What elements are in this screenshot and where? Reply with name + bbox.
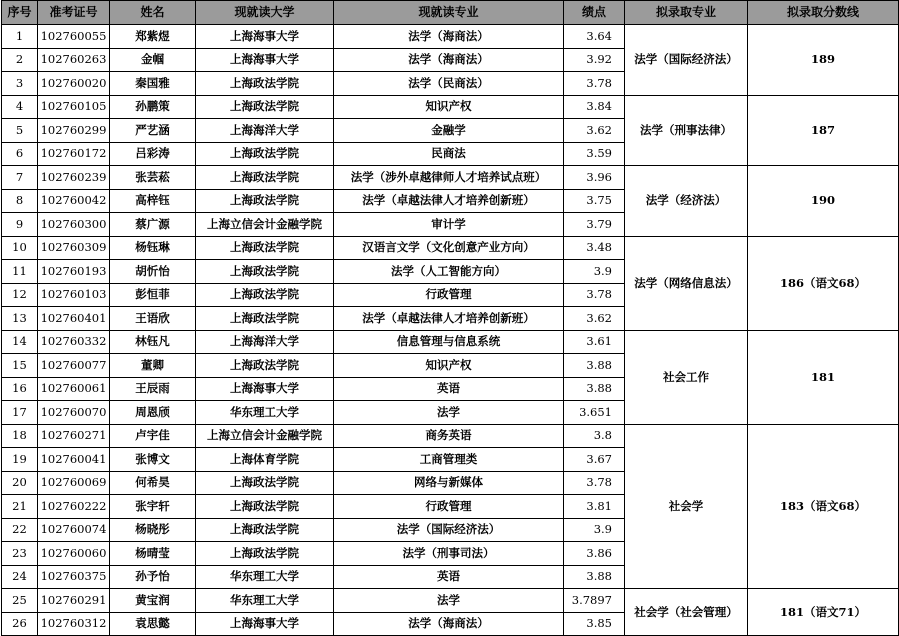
- exam-number-cell: 102760172: [38, 142, 110, 166]
- table-row: [2, 236, 899, 260]
- university-cell: 上海立信会计金融学院: [196, 424, 334, 448]
- seq-cell: 4: [2, 95, 38, 119]
- gpa-cell: 3.85: [564, 612, 625, 636]
- gpa-cell: 3.84: [564, 95, 625, 119]
- university-cell: 上海海事大学: [196, 48, 334, 72]
- major-cell: 知识产权: [334, 354, 564, 378]
- seq-cell: 12: [2, 283, 38, 307]
- exam-number-cell: 102760300: [38, 213, 110, 237]
- gpa-cell: 3.48: [564, 236, 625, 260]
- name-cell: 张芸菘: [110, 166, 196, 190]
- university-cell: 上海政法学院: [196, 354, 334, 378]
- major-cell: 英语: [334, 565, 564, 589]
- seq-cell: 26: [2, 612, 38, 636]
- score-line-cell: 189: [748, 25, 899, 96]
- university-cell: 上海政法学院: [196, 307, 334, 331]
- gpa-cell: 3.78: [564, 72, 625, 96]
- name-cell: 孙鹏策: [110, 95, 196, 119]
- exam-number-cell: 102760291: [38, 589, 110, 613]
- seq-cell: 14: [2, 330, 38, 354]
- exam-number-cell: 102760105: [38, 95, 110, 119]
- exam-number-cell: 102760020: [38, 72, 110, 96]
- university-cell: 上海立信会计金融学院: [196, 213, 334, 237]
- header-current-university: 现就读大学: [196, 1, 334, 25]
- header-name: 姓名: [110, 1, 196, 25]
- gpa-cell: 3.64: [564, 25, 625, 49]
- seq-cell: 3: [2, 72, 38, 96]
- name-cell: 彭恒菲: [110, 283, 196, 307]
- gpa-cell: 3.62: [564, 119, 625, 143]
- major-cell: 法学（民商法）: [334, 72, 564, 96]
- gpa-cell: 3.8: [564, 424, 625, 448]
- gpa-cell: 3.88: [564, 377, 625, 401]
- university-cell: 上海政法学院: [196, 166, 334, 190]
- name-cell: 张宇轩: [110, 495, 196, 519]
- name-cell: 董卿: [110, 354, 196, 378]
- name-cell: 秦国雅: [110, 72, 196, 96]
- header-gpa: 绩点: [564, 1, 625, 25]
- exam-number-cell: 102760193: [38, 260, 110, 284]
- exam-number-cell: 102760041: [38, 448, 110, 472]
- major-cell: 法学（国际经济法）: [334, 518, 564, 542]
- target-major-cell: 法学（国际经济法）: [625, 25, 748, 96]
- gpa-cell: 3.59: [564, 142, 625, 166]
- score-line-cell: 186（语文68）: [748, 236, 899, 330]
- gpa-cell: 3.7897: [564, 589, 625, 613]
- university-cell: 上海政法学院: [196, 518, 334, 542]
- name-cell: 林钰凡: [110, 330, 196, 354]
- major-cell: 法学（海商法）: [334, 48, 564, 72]
- university-cell: 上海政法学院: [196, 495, 334, 519]
- score-line-cell: 187: [748, 95, 899, 166]
- seq-cell: 13: [2, 307, 38, 331]
- table-row: [2, 424, 899, 448]
- exam-number-cell: 102760055: [38, 25, 110, 49]
- target-major-cell: 社会学: [625, 424, 748, 589]
- gpa-cell: 3.75: [564, 189, 625, 213]
- major-cell: 汉语言文学（文化创意产业方向）: [334, 236, 564, 260]
- seq-cell: 10: [2, 236, 38, 260]
- table-header: [2, 1, 899, 25]
- name-cell: 孙予怡: [110, 565, 196, 589]
- gpa-cell: 3.651: [564, 401, 625, 425]
- major-cell: 商务英语: [334, 424, 564, 448]
- seq-cell: 23: [2, 542, 38, 566]
- target-major-cell: 法学（网络信息法）: [625, 236, 748, 330]
- seq-cell: 21: [2, 495, 38, 519]
- seq-cell: 11: [2, 260, 38, 284]
- university-cell: 上海政法学院: [196, 471, 334, 495]
- exam-number-cell: 102760070: [38, 401, 110, 425]
- gpa-cell: 3.88: [564, 565, 625, 589]
- name-cell: 周恩颀: [110, 401, 196, 425]
- gpa-cell: 3.9: [564, 260, 625, 284]
- major-cell: 民商法: [334, 142, 564, 166]
- exam-number-cell: 102760239: [38, 166, 110, 190]
- header-current-major: 现就读专业: [334, 1, 564, 25]
- university-cell: 上海政法学院: [196, 189, 334, 213]
- major-cell: 法学: [334, 401, 564, 425]
- seq-cell: 20: [2, 471, 38, 495]
- seq-cell: 8: [2, 189, 38, 213]
- major-cell: 行政管理: [334, 283, 564, 307]
- name-cell: 黄宝润: [110, 589, 196, 613]
- university-cell: 上海体育学院: [196, 448, 334, 472]
- exam-number-cell: 102760060: [38, 542, 110, 566]
- gpa-cell: 3.96: [564, 166, 625, 190]
- seq-cell: 6: [2, 142, 38, 166]
- university-cell: 上海海事大学: [196, 377, 334, 401]
- header-target-major: 拟录取专业: [625, 1, 748, 25]
- major-cell: 审计学: [334, 213, 564, 237]
- table-row: [2, 330, 899, 354]
- exam-number-cell: 102760309: [38, 236, 110, 260]
- university-cell: 华东理工大学: [196, 565, 334, 589]
- university-cell: 上海政法学院: [196, 283, 334, 307]
- university-cell: 上海海洋大学: [196, 119, 334, 143]
- name-cell: 金帼: [110, 48, 196, 72]
- admission-table: [1, 0, 899, 636]
- seq-cell: 2: [2, 48, 38, 72]
- university-cell: 上海政法学院: [196, 236, 334, 260]
- university-cell: 上海海事大学: [196, 25, 334, 49]
- name-cell: 袁思懿: [110, 612, 196, 636]
- score-line-cell: 181（语文71）: [748, 589, 899, 636]
- exam-number-cell: 102760061: [38, 377, 110, 401]
- major-cell: 知识产权: [334, 95, 564, 119]
- university-cell: 上海政法学院: [196, 72, 334, 96]
- gpa-cell: 3.92: [564, 48, 625, 72]
- name-cell: 杨钰琳: [110, 236, 196, 260]
- header-row: [2, 1, 899, 25]
- name-cell: 高梓钰: [110, 189, 196, 213]
- name-cell: 王辰雨: [110, 377, 196, 401]
- major-cell: 法学（卓越法律人才培养创新班）: [334, 189, 564, 213]
- target-major-cell: 法学（刑事法律）: [625, 95, 748, 166]
- major-cell: 工商管理类: [334, 448, 564, 472]
- exam-number-cell: 102760332: [38, 330, 110, 354]
- major-cell: 法学（刑事司法）: [334, 542, 564, 566]
- name-cell: 张博文: [110, 448, 196, 472]
- name-cell: 蔡广源: [110, 213, 196, 237]
- gpa-cell: 3.79: [564, 213, 625, 237]
- seq-cell: 18: [2, 424, 38, 448]
- major-cell: 法学（人工智能方向）: [334, 260, 564, 284]
- university-cell: 华东理工大学: [196, 589, 334, 613]
- university-cell: 上海政法学院: [196, 142, 334, 166]
- exam-number-cell: 102760069: [38, 471, 110, 495]
- header-score-line: 拟录取分数线: [748, 1, 899, 25]
- name-cell: 严艺涵: [110, 119, 196, 143]
- gpa-cell: 3.61: [564, 330, 625, 354]
- major-cell: 法学（涉外卓越律师人才培养试点班）: [334, 166, 564, 190]
- gpa-cell: 3.88: [564, 354, 625, 378]
- university-cell: 上海政法学院: [196, 542, 334, 566]
- name-cell: 王语欣: [110, 307, 196, 331]
- seq-cell: 9: [2, 213, 38, 237]
- gpa-cell: 3.62: [564, 307, 625, 331]
- table-body: [2, 25, 899, 636]
- major-cell: 金融学: [334, 119, 564, 143]
- exam-number-cell: 102760042: [38, 189, 110, 213]
- exam-number-cell: 102760401: [38, 307, 110, 331]
- seq-cell: 19: [2, 448, 38, 472]
- university-cell: 上海海洋大学: [196, 330, 334, 354]
- exam-number-cell: 102760299: [38, 119, 110, 143]
- major-cell: 行政管理: [334, 495, 564, 519]
- seq-cell: 7: [2, 166, 38, 190]
- exam-number-cell: 102760375: [38, 565, 110, 589]
- major-cell: 法学: [334, 589, 564, 613]
- target-major-cell: 社会工作: [625, 330, 748, 424]
- target-major-cell: 法学（经济法）: [625, 166, 748, 237]
- header-exam-number: 准考证号: [38, 1, 110, 25]
- score-line-cell: 190: [748, 166, 899, 237]
- major-cell: 法学（海商法）: [334, 612, 564, 636]
- header-seq: 序号: [2, 1, 38, 25]
- target-major-cell: 社会学（社会管理）: [625, 589, 748, 636]
- gpa-cell: 3.86: [564, 542, 625, 566]
- name-cell: 胡忻怡: [110, 260, 196, 284]
- table-row: [2, 95, 899, 119]
- exam-number-cell: 102760271: [38, 424, 110, 448]
- university-cell: 上海海事大学: [196, 612, 334, 636]
- major-cell: 法学（卓越法律人才培养创新班）: [334, 307, 564, 331]
- gpa-cell: 3.67: [564, 448, 625, 472]
- name-cell: 何希昊: [110, 471, 196, 495]
- name-cell: 卢宇佳: [110, 424, 196, 448]
- score-line-cell: 183（语文68）: [748, 424, 899, 589]
- major-cell: 信息管理与信息系统: [334, 330, 564, 354]
- exam-number-cell: 102760077: [38, 354, 110, 378]
- gpa-cell: 3.81: [564, 495, 625, 519]
- major-cell: 法学（海商法）: [334, 25, 564, 49]
- seq-cell: 22: [2, 518, 38, 542]
- gpa-cell: 3.78: [564, 283, 625, 307]
- university-cell: 上海政法学院: [196, 95, 334, 119]
- name-cell: 杨晓彤: [110, 518, 196, 542]
- name-cell: 郑紫煜: [110, 25, 196, 49]
- seq-cell: 25: [2, 589, 38, 613]
- major-cell: 英语: [334, 377, 564, 401]
- exam-number-cell: 102760074: [38, 518, 110, 542]
- seq-cell: 24: [2, 565, 38, 589]
- university-cell: 上海政法学院: [196, 260, 334, 284]
- seq-cell: 5: [2, 119, 38, 143]
- exam-number-cell: 102760263: [38, 48, 110, 72]
- name-cell: 吕彩涛: [110, 142, 196, 166]
- major-cell: 网络与新媒体: [334, 471, 564, 495]
- gpa-cell: 3.9: [564, 518, 625, 542]
- table-row: [2, 589, 899, 613]
- score-line-cell: 181: [748, 330, 899, 424]
- exam-number-cell: 102760222: [38, 495, 110, 519]
- exam-number-cell: 102760312: [38, 612, 110, 636]
- table-row: [2, 166, 899, 190]
- name-cell: 杨晴莹: [110, 542, 196, 566]
- seq-cell: 16: [2, 377, 38, 401]
- exam-number-cell: 102760103: [38, 283, 110, 307]
- table-row: [2, 25, 899, 49]
- seq-cell: 15: [2, 354, 38, 378]
- seq-cell: 17: [2, 401, 38, 425]
- university-cell: 华东理工大学: [196, 401, 334, 425]
- gpa-cell: 3.78: [564, 471, 625, 495]
- seq-cell: 1: [2, 25, 38, 49]
